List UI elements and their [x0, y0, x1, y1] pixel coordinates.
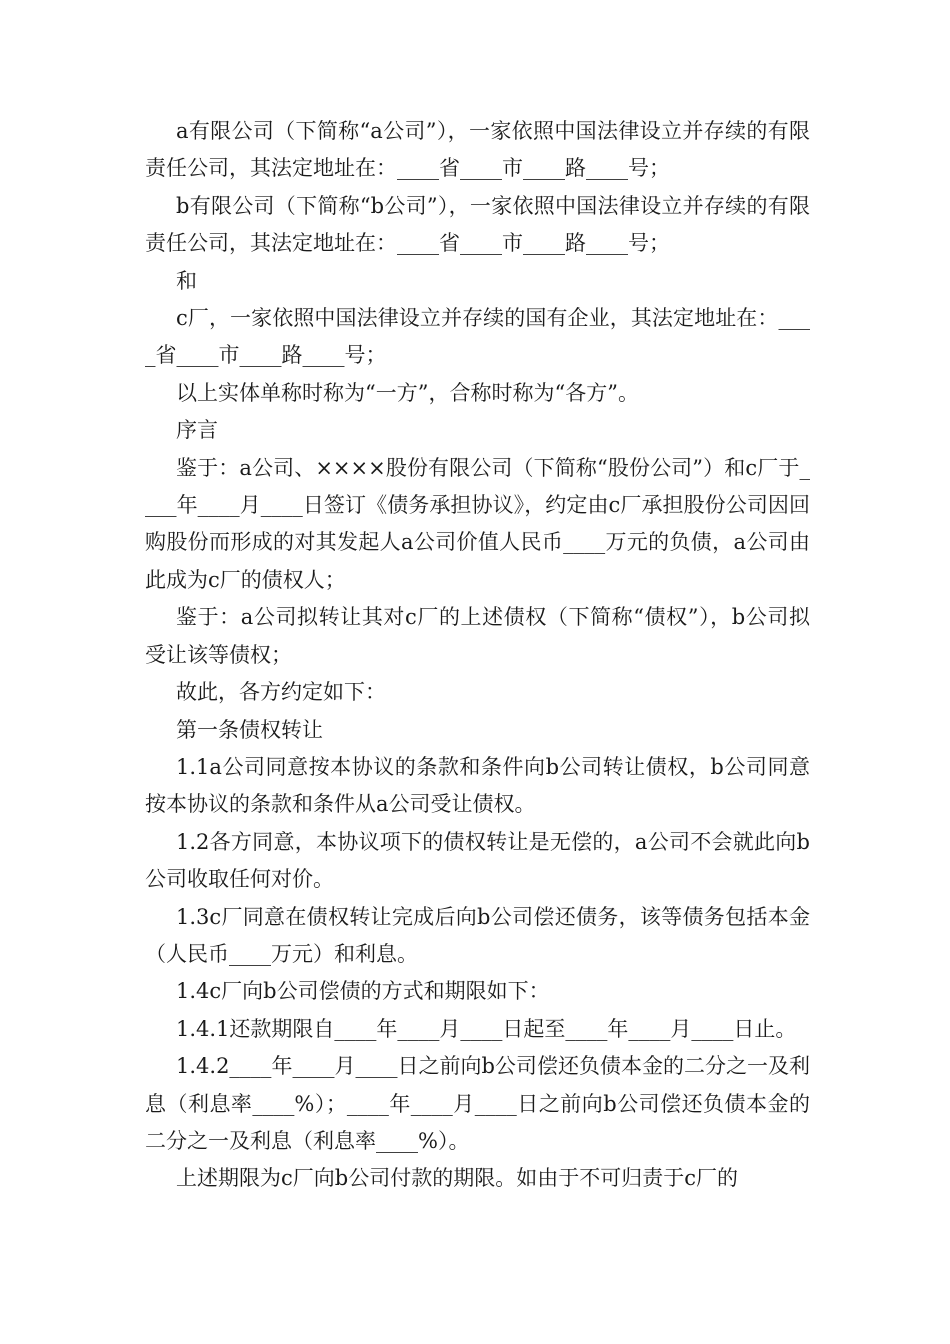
- clause-1-4: 1.4c厂向b公司偿债的方式和期限如下：: [176, 979, 550, 1004]
- document-body: [145, 113, 810, 1198]
- article-1-heading: 第一条债权转让: [176, 717, 323, 742]
- party-b-paragraph: b有限公司（下简称“b公司”），一家依照中国法律设立并存续的有限责任公司，其法定地址在：____省____市____路____号；: [145, 193, 810, 256]
- clause-1-4-2: 1.4.2____年____月____日之前向b公司偿还负债本金的二分之一及利息（利息率____%）；____年____月____日之前向b公司偿还负债本金的二分之一及利息（利息率____%）。: [145, 1054, 810, 1153]
- clause-1-4-1: 1.4.1还款期限自____年____月____日起至____年____月____日止。: [176, 1016, 797, 1041]
- party-c-paragraph: c厂，一家依照中国法律设立并存续的国有企业，其法定地址在：____省____市____路____号；: [145, 306, 810, 368]
- payment-term-paragraph: 上述期限为c厂向b公司付款的期限。如由于不可归责于c厂的: [176, 1166, 738, 1191]
- party-terms-paragraph: 以上实体单称时称为“一方”，合称时称为“各方”。: [176, 380, 639, 405]
- agreement-intro-paragraph: 故此，各方约定如下：: [176, 680, 386, 705]
- clause-1-2: 1.2各方同意，本协议项下的债权转让是无偿的，a公司不会就此向b公司收取任何对价。: [145, 829, 810, 892]
- whereas-paragraph-1: 鉴于：a公司、××××股份有限公司（下简称“股份公司”）和c厂于____年____月____日签订《债务承担协议》，约定由c厂承担股份公司因回购股份而形成的对其发起人a公司价值人民币____万元的负债，a公司由此成为c厂的债权人；: [145, 455, 810, 592]
- conjunction-paragraph: 和: [176, 268, 197, 293]
- clause-1-1: 1.1a公司同意按本协议的条款和条件向b公司转让债权，b公司同意按本协议的条款和条件从a公司受让债权。: [145, 754, 810, 817]
- party-a-paragraph: a有限公司（下简称“a公司”），一家依照中国法律设立并存续的有限责任公司，其法定地址在：____省____市____路____号；: [145, 119, 810, 181]
- preamble-heading: 序言: [176, 418, 218, 443]
- whereas-paragraph-2: 鉴于：a公司拟转让其对c厂的上述债权（下简称“债权”），b公司拟受让该等债权；: [145, 605, 810, 667]
- clause-1-3: 1.3c厂同意在债权转让完成后向b公司偿还债务，该等债务包括本金（人民币____万元）和利息。: [145, 904, 810, 966]
